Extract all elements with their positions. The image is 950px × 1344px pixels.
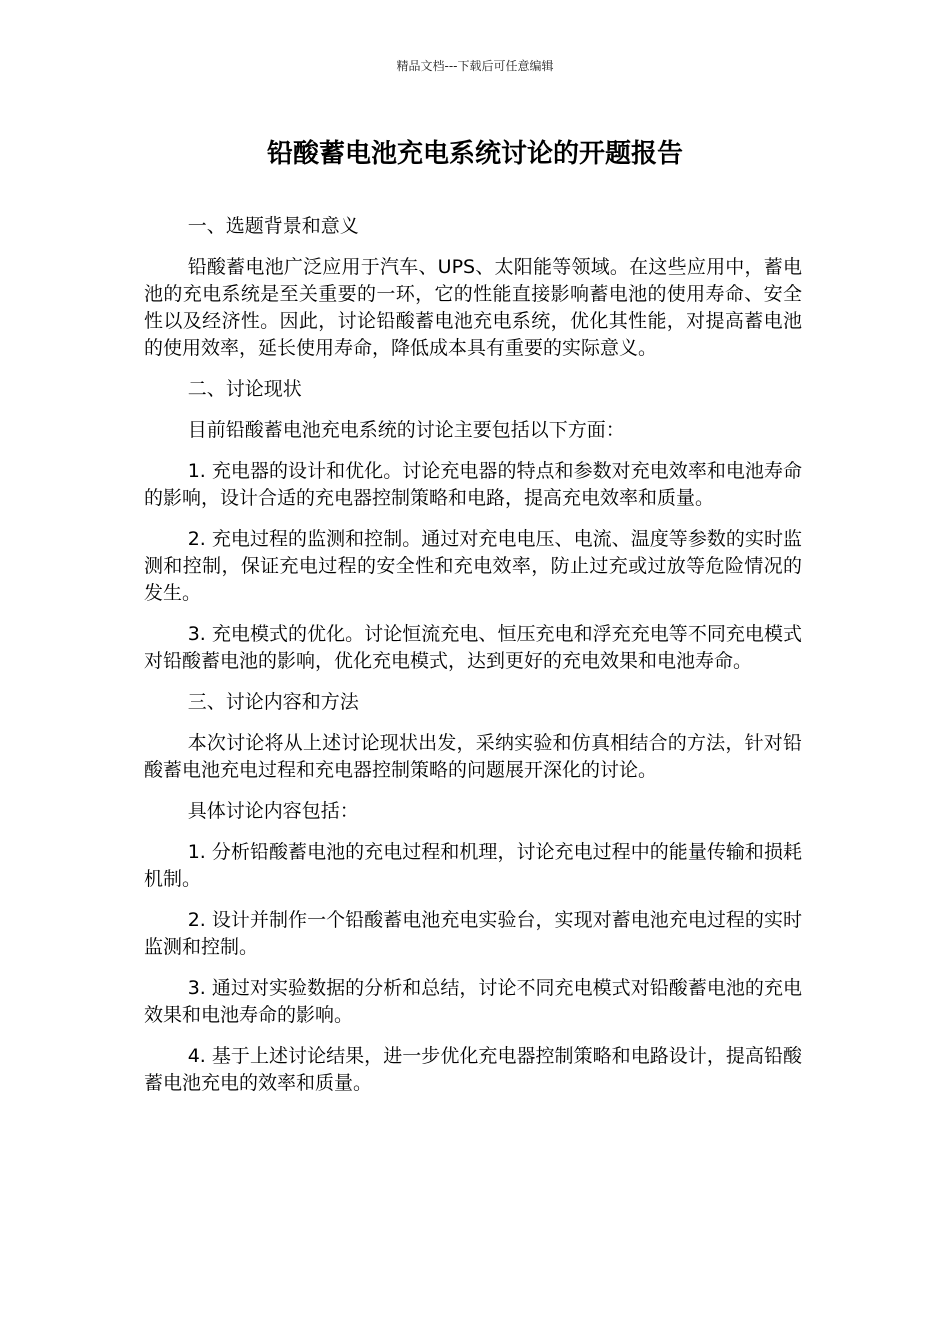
section-heading-background: 一、选题背景和意义 <box>187 215 359 237</box>
status-intro: 目前铅酸蓄电池充电系统的讨论主要包括以下方面： <box>187 419 625 441</box>
content-paragraph: 本次讨论将从上述讨论现状出发，采纳实验和仿真相结合的方法，针对铅酸蓄电池充电过程和充电器控制策略的问题展开深化的讨论。 <box>144 732 802 781</box>
status-list-item: 3. 充电模式的优化。讨论恒流充电、恒压充电和浮充充电等不同充电模式对铅酸蓄电池的影响，优化充电模式，达到更好的充电效果和电池寿命。 <box>144 623 802 672</box>
status-list-item: 1. 充电器的设计和优化。讨论充电器的特点和参数对充电效率和电池寿命的影响，设计合适的充电器控制策略和电路，提高充电效率和质量。 <box>144 460 802 509</box>
document-body <box>144 213 802 1111</box>
status-list-item: 2. 充电过程的监测和控制。通过对充电电压、电流、温度等参数的实时监测和控制，保证充电过程的安全性和充电效率，防止过充或过放等危险情况的发生。 <box>144 528 802 604</box>
content-list-item: 1. 分析铅酸蓄电池的充电过程和机理，讨论充电过程中的能量传输和损耗机制。 <box>144 841 802 890</box>
document-title: 铅酸蓄电池充电系统讨论的开题报告 <box>266 139 683 169</box>
content-list-item: 2. 设计并制作一个铅酸蓄电池充电实验台，实现对蓄电池充电过程的实时监测和控制。 <box>144 909 802 958</box>
section-heading-content: 三、讨论内容和方法 <box>187 691 359 713</box>
section-heading-status: 二、讨论现状 <box>187 378 302 400</box>
content-list-item: 4. 基于上述讨论结果，进一步优化充电器控制策略和电路设计，提高铅酸蓄电池充电的效率和质量。 <box>144 1045 802 1094</box>
content-intro: 具体讨论内容包括： <box>187 800 359 822</box>
page-header-note: 精品文档---下载后可任意编辑 <box>396 59 554 73</box>
background-paragraph: 铅酸蓄电池广泛应用于汽车、UPS、太阳能等领域。在这些应用中，蓄电池的充电系统是至关重要的一环，它的性能直接影响蓄电池的使用寿命、安全性以及经济性。因此，讨论铅酸蓄电池充电系统，优化其性能，对提高蓄电池的使用效率，延长使用寿命，降低成本具有重要的实际意义。 <box>144 256 802 359</box>
content-list-item: 3. 通过对实验数据的分析和总结，讨论不同充电模式对铅酸蓄电池的充电效果和电池寿命的影响。 <box>144 977 802 1026</box>
